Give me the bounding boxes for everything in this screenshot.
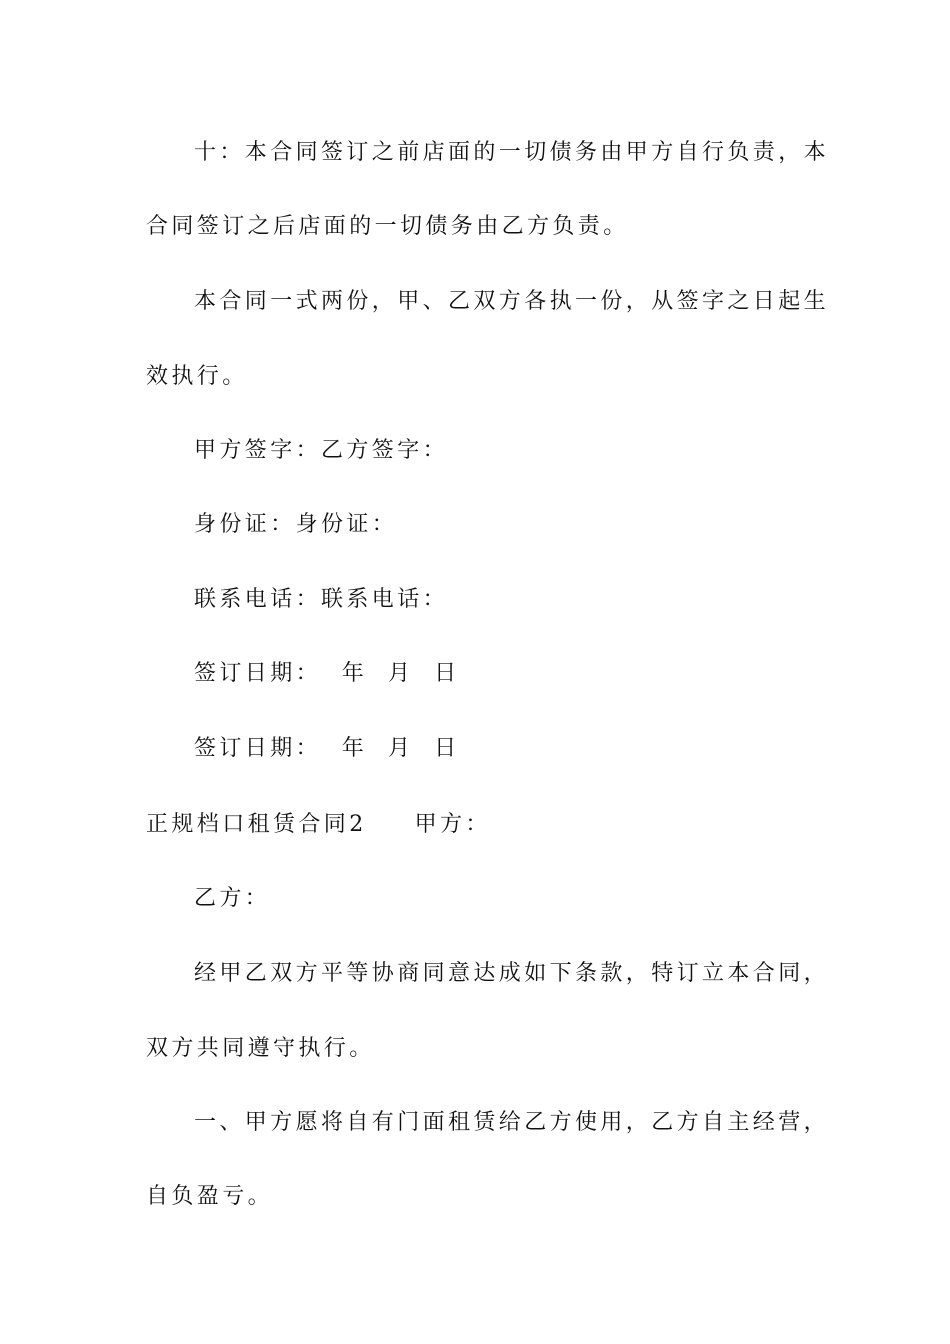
copies-clause-line-1: 本合同一式两份，甲、乙双方各执一份，从签字之日起生 (194, 289, 830, 314)
signature-line: 甲方签字：乙方签字： (194, 438, 449, 463)
contract-title: 正规档口租赁合同2 (146, 812, 367, 837)
party-b-label: 乙方： (194, 886, 271, 911)
party-a-label: 甲方： (414, 812, 491, 837)
clause-ten-line-1: 十：本合同签订之前店面的一切债务由甲方自行负责，本 (194, 140, 830, 165)
agreement-intro-line-1: 经甲乙双方平等协商同意达成如下条款，特订立本合同， (194, 961, 830, 986)
clause-ten-line-2: 合同签订之后店面的一切债务由乙方负责。 (146, 214, 629, 239)
contract-title-line (146, 810, 491, 840)
signing-date-line-1: 签订日期： 年 月 日 (194, 661, 460, 686)
phone-line: 联系电话：联系电话： (194, 587, 449, 612)
id-card-line: 身份证：身份证： (194, 512, 398, 537)
clause-one-line-1: 一、甲方愿将自有门面租赁给乙方使用，乙方自主经营， (194, 1110, 830, 1135)
signing-date-line-2: 签订日期： 年 月 日 (194, 736, 460, 761)
agreement-intro-line-2: 双方共同遵守执行。 (146, 1036, 375, 1061)
copies-clause-line-2: 效执行。 (146, 364, 248, 389)
clause-one-line-2: 自负盈亏。 (146, 1184, 274, 1209)
